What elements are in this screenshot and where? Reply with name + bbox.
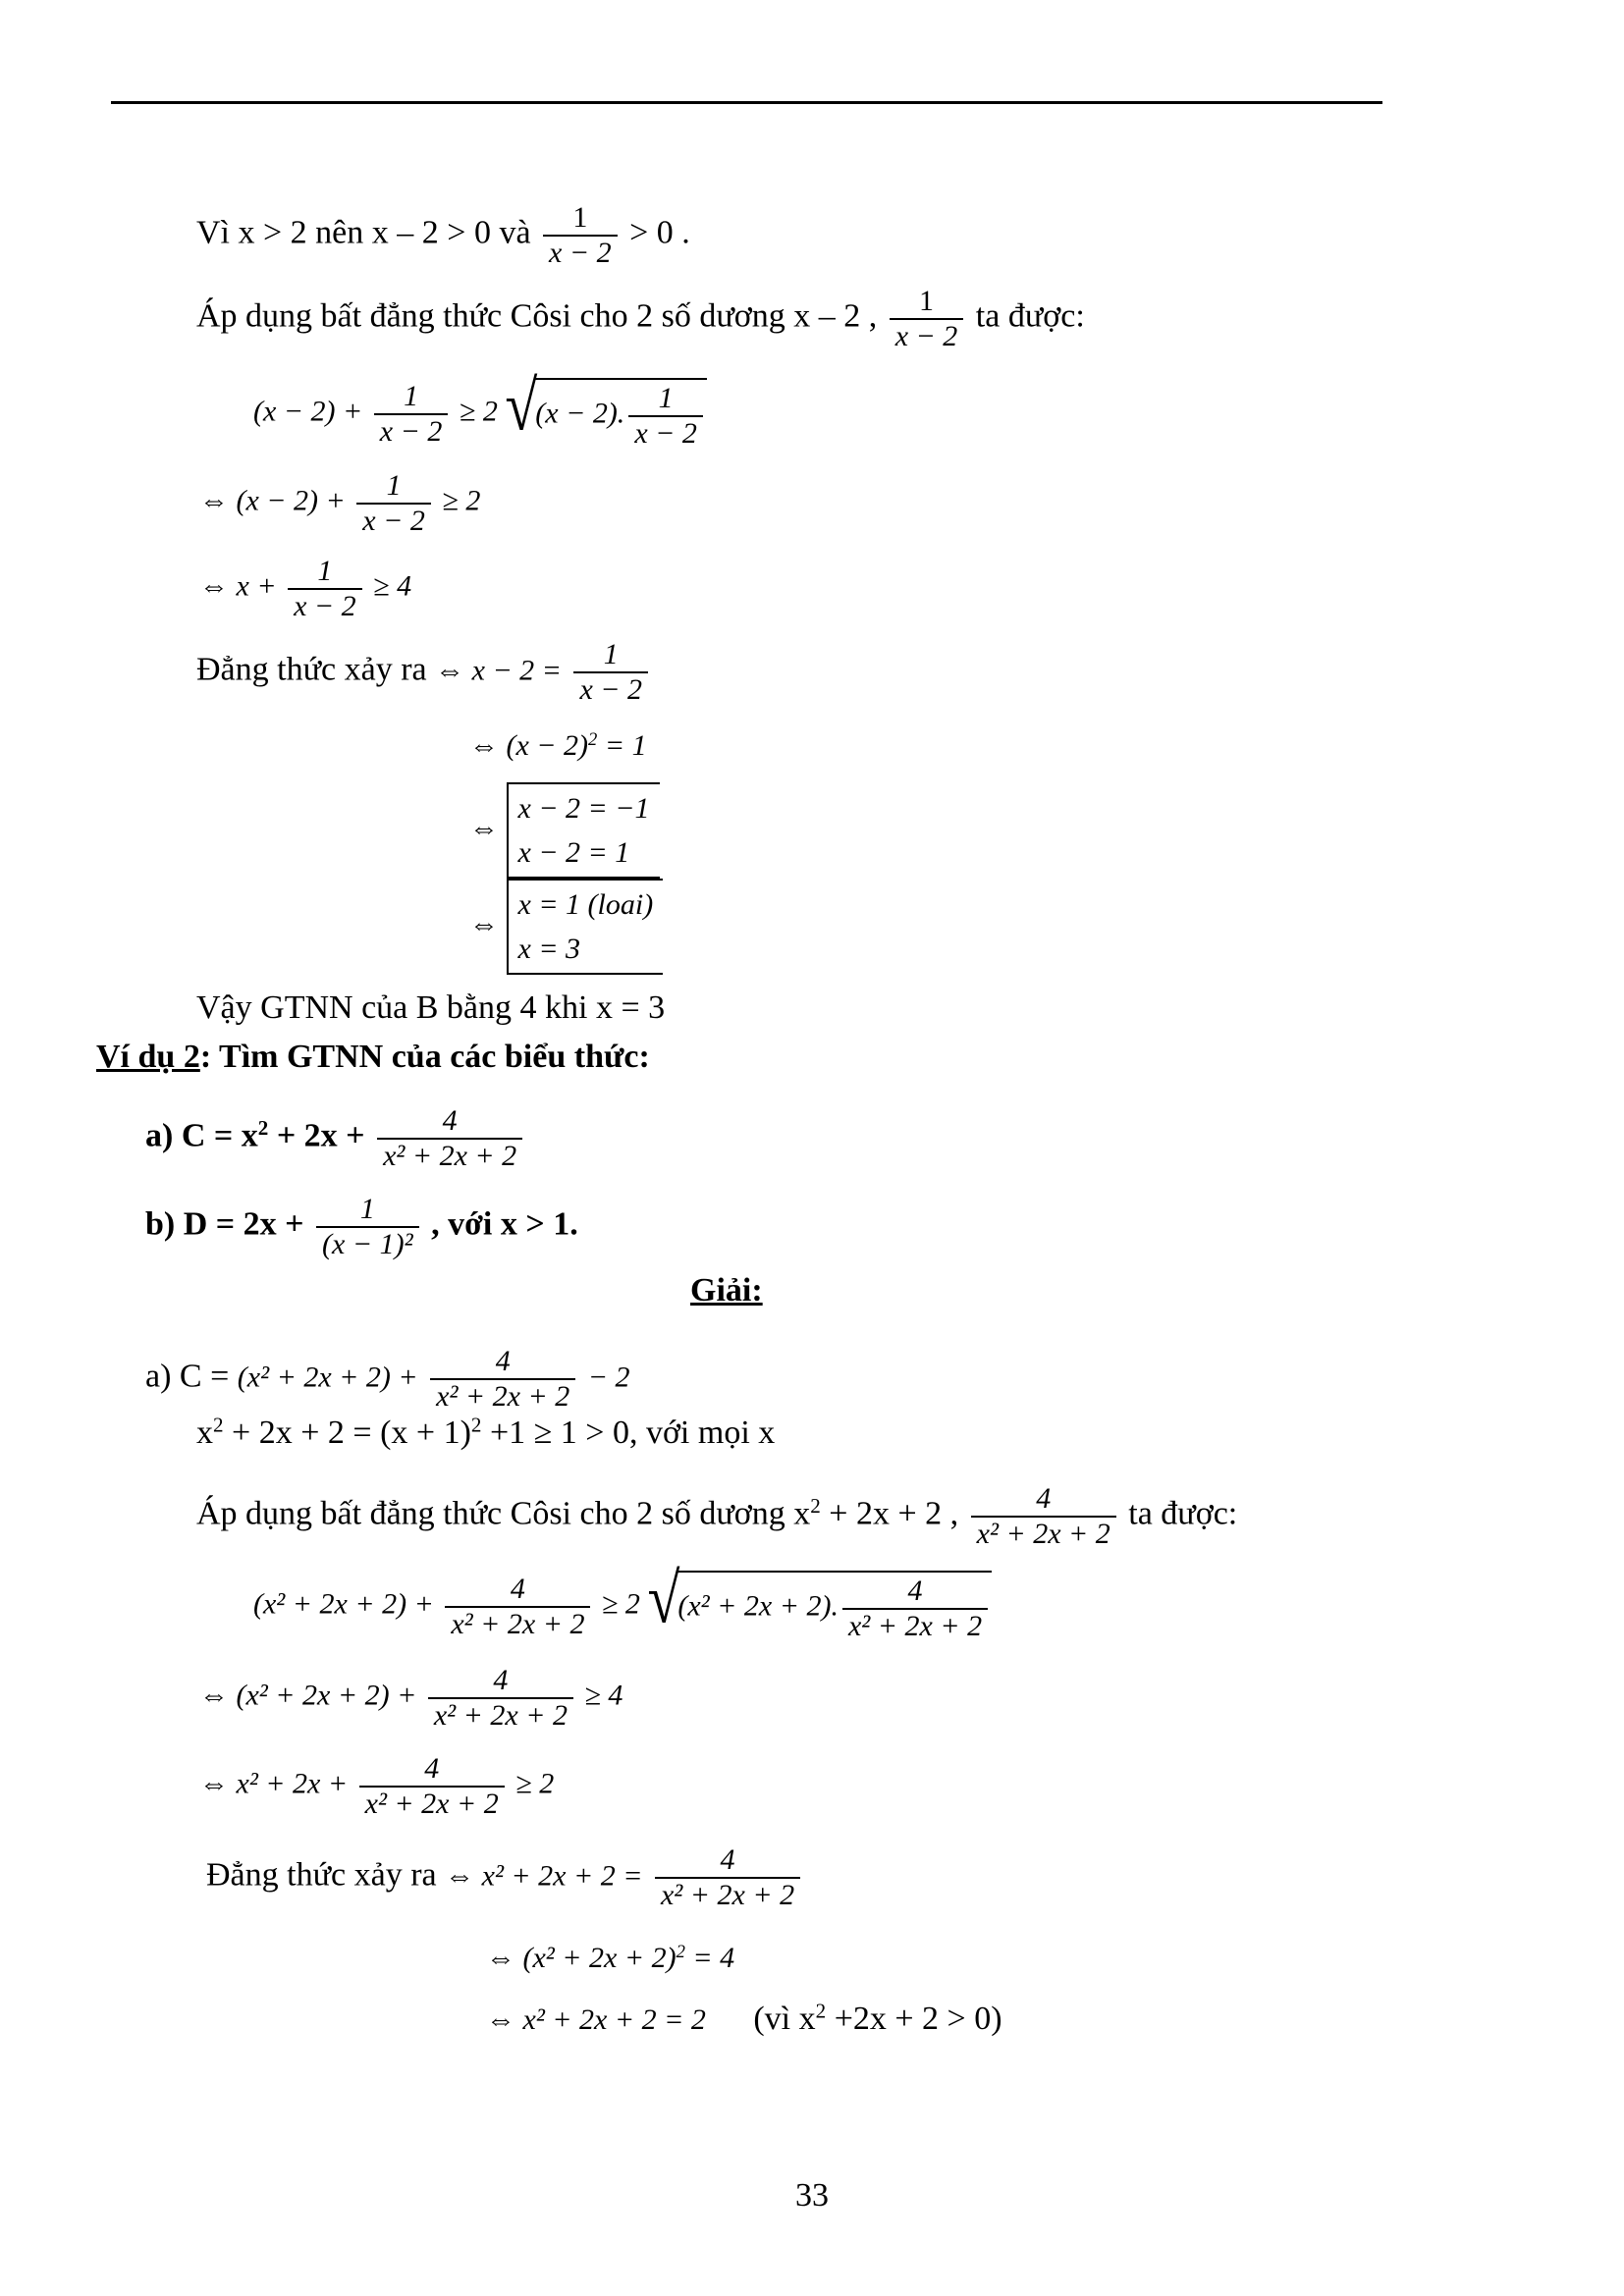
text: ta được:: [975, 297, 1085, 335]
expr: (x − 2).: [535, 397, 625, 430]
fraction: [316, 1193, 419, 1260]
radical-sign: √: [505, 367, 538, 446]
text: Đẳng thức xảy ra: [196, 651, 427, 688]
denominator: x − 2: [579, 672, 642, 706]
fraction: [377, 1104, 522, 1172]
text: Vì x > 2 nên x – 2 > 0 và: [196, 214, 531, 251]
case-row: x = 1 (loai): [517, 888, 654, 921]
case-bracket: [507, 879, 664, 975]
expr: ⇔ x² + 2x +: [199, 1767, 349, 1800]
denominator: x² + 2x + 2: [976, 1517, 1110, 1550]
fraction: [359, 1752, 505, 1820]
text: +2x + 2 > 0): [826, 2001, 1002, 2037]
fraction: [356, 469, 431, 537]
expr: x: [196, 1415, 213, 1451]
solution-heading: Giải:: [690, 1272, 763, 1308]
example-a: [145, 1104, 526, 1172]
solution-line-1: [145, 1345, 630, 1413]
denominator: (x − 1)²: [322, 1227, 413, 1260]
radicand: [535, 378, 707, 450]
solution-line-4: [253, 1560, 992, 1642]
denominator: x² + 2x + 2: [451, 1607, 585, 1640]
denominator: x − 2: [379, 414, 443, 448]
header-rule: [111, 101, 1382, 104]
item-label: a): [145, 1117, 174, 1154]
radical-sign: √: [647, 1560, 680, 1638]
numerator: 1: [573, 638, 648, 673]
expr: , với x > 1.: [431, 1205, 578, 1243]
text: Đẳng thức xảy ra: [206, 1856, 437, 1894]
expr: +1 ≥ 1 > 0, với mọi x: [481, 1415, 776, 1451]
line-3: [253, 367, 707, 450]
item-label: b): [145, 1205, 176, 1243]
solution-line-7: [206, 1843, 804, 1911]
text: : Tìm GTNN của các biểu thức:: [199, 1039, 650, 1075]
expr: ⇔ (x − 2): [469, 729, 589, 762]
expr: D = 2x +: [183, 1205, 304, 1243]
expr: (x² + 2x + 2).: [677, 1589, 839, 1623]
numerator: 4: [430, 1345, 575, 1380]
expr: ⇔: [469, 811, 499, 844]
expr: ⇔ (x² + 2x + 2) +: [199, 1679, 417, 1712]
line-8: [469, 782, 660, 879]
numerator: 4: [377, 1104, 522, 1140]
expr: + 2x + 2 = (x + 1): [223, 1415, 471, 1451]
example-label: Ví dụ 2: [96, 1039, 200, 1075]
expr: = 1: [597, 729, 647, 762]
expr: ≥ 2: [459, 395, 498, 428]
solution-line-8: [486, 1941, 735, 1974]
expr: (x − 2) +: [253, 395, 363, 428]
item-label: a): [145, 1358, 172, 1395]
numerator: 4: [842, 1575, 988, 1610]
fraction: [971, 1482, 1116, 1550]
text: Áp dụng bất đẳng thức Côsi cho 2 số dương x: [196, 1495, 811, 1532]
denominator: x² + 2x + 2: [364, 1787, 499, 1820]
denominator: x − 2: [894, 319, 958, 352]
fraction: [573, 638, 648, 706]
line-1: [196, 201, 690, 269]
fraction: [628, 382, 703, 450]
numerator: 1: [890, 285, 964, 320]
fraction: [445, 1573, 590, 1640]
expr: C =: [179, 1358, 230, 1395]
solution-line-3: [196, 1482, 1237, 1550]
expr: ⇔ (x − 2) +: [199, 484, 346, 517]
line-9: [469, 879, 663, 975]
expr: ⇔ x +: [199, 569, 277, 603]
superscript: 2: [213, 1413, 224, 1437]
solution-line-5: [199, 1664, 623, 1732]
solution-line-9: [486, 1999, 1002, 2037]
expr: (x² + 2x + 2) +: [237, 1361, 418, 1394]
text: Áp dụng bất đẳng thức Côsi cho 2 số dương x – 2 ,: [196, 297, 878, 335]
expr: ≥ 2: [515, 1767, 555, 1800]
solution-line-2: [196, 1413, 776, 1451]
text: > 0 .: [629, 214, 690, 251]
numerator: 1: [374, 380, 449, 415]
fraction: [288, 555, 362, 622]
case-bracket: [507, 782, 660, 879]
radicand: [677, 1571, 992, 1642]
denominator: x² + 2x + 2: [660, 1878, 795, 1911]
square-root: [505, 367, 707, 450]
denominator: x − 2: [549, 236, 612, 269]
page-number: 33: [795, 2177, 829, 2214]
fraction: [430, 1345, 575, 1413]
square-root: [647, 1560, 992, 1642]
expr: = 4: [684, 1942, 735, 1974]
expr: − 2: [587, 1361, 630, 1394]
numerator: 4: [359, 1752, 505, 1788]
text: Vậy GTNN của B bằng 4 khi x = 3: [196, 989, 666, 1026]
text: + 2x + 2 ,: [820, 1495, 959, 1532]
superscript: 2: [815, 1999, 827, 2023]
denominator: x − 2: [362, 504, 425, 537]
example-2-heading: [96, 1041, 650, 1074]
expr: C = x: [181, 1117, 258, 1154]
case-row: x − 2 = −1: [517, 792, 650, 825]
solution-line-6: [199, 1752, 554, 1820]
superscript: 2: [810, 1493, 821, 1518]
superscript: 2: [257, 1115, 269, 1140]
fraction: [890, 285, 964, 352]
denominator: x² + 2x + 2: [433, 1698, 568, 1732]
expr: ≥ 2: [442, 484, 481, 517]
expr: ⇔ x² + 2x + 2 =: [445, 1859, 643, 1893]
denominator: x² + 2x + 2: [847, 1609, 983, 1642]
numerator: 1: [316, 1193, 419, 1228]
numerator: 1: [356, 469, 431, 505]
numerator: 4: [971, 1482, 1116, 1518]
case-row: x − 2 = 1: [517, 836, 630, 869]
numerator: 1: [543, 201, 618, 237]
superscript: 2: [676, 1941, 685, 1962]
numerator: 4: [428, 1664, 573, 1699]
denominator: x² + 2x + 2: [436, 1379, 570, 1413]
denominator: x − 2: [634, 416, 697, 450]
text: (vì x: [753, 2001, 816, 2037]
expr: ≥ 2: [601, 1587, 640, 1621]
numerator: 1: [628, 382, 703, 417]
expr: + 2x +: [268, 1117, 365, 1154]
superscript: 2: [588, 728, 598, 750]
line-4: [199, 469, 480, 537]
line-6: [196, 638, 652, 706]
expr: ⇔ x − 2 =: [435, 654, 562, 687]
fraction: [428, 1664, 573, 1732]
expr: ≥ 4: [584, 1679, 623, 1712]
expr: ≥ 4: [373, 569, 412, 603]
fraction: [842, 1575, 988, 1642]
fraction: [374, 380, 449, 448]
case-row: x = 3: [517, 933, 581, 965]
denominator: x − 2: [294, 589, 356, 622]
expr: ⇔ (x² + 2x + 2): [486, 1942, 677, 1974]
expr: ⇔ x² + 2x + 2 = 2: [486, 2003, 706, 2036]
line-2: [196, 285, 1085, 352]
line-10: [196, 991, 665, 1025]
expr: ⇔: [469, 907, 499, 940]
fraction: [543, 201, 618, 269]
line-7: [469, 728, 647, 762]
example-b: [145, 1193, 578, 1260]
text: ta được:: [1128, 1495, 1238, 1532]
numerator: 4: [655, 1843, 800, 1879]
line-5: [199, 555, 411, 622]
numerator: 4: [445, 1573, 590, 1608]
denominator: x² + 2x + 2: [383, 1139, 517, 1172]
superscript: 2: [470, 1413, 482, 1437]
fraction: [655, 1843, 800, 1911]
numerator: 1: [288, 555, 362, 590]
expr: (x² + 2x + 2) +: [253, 1587, 434, 1621]
